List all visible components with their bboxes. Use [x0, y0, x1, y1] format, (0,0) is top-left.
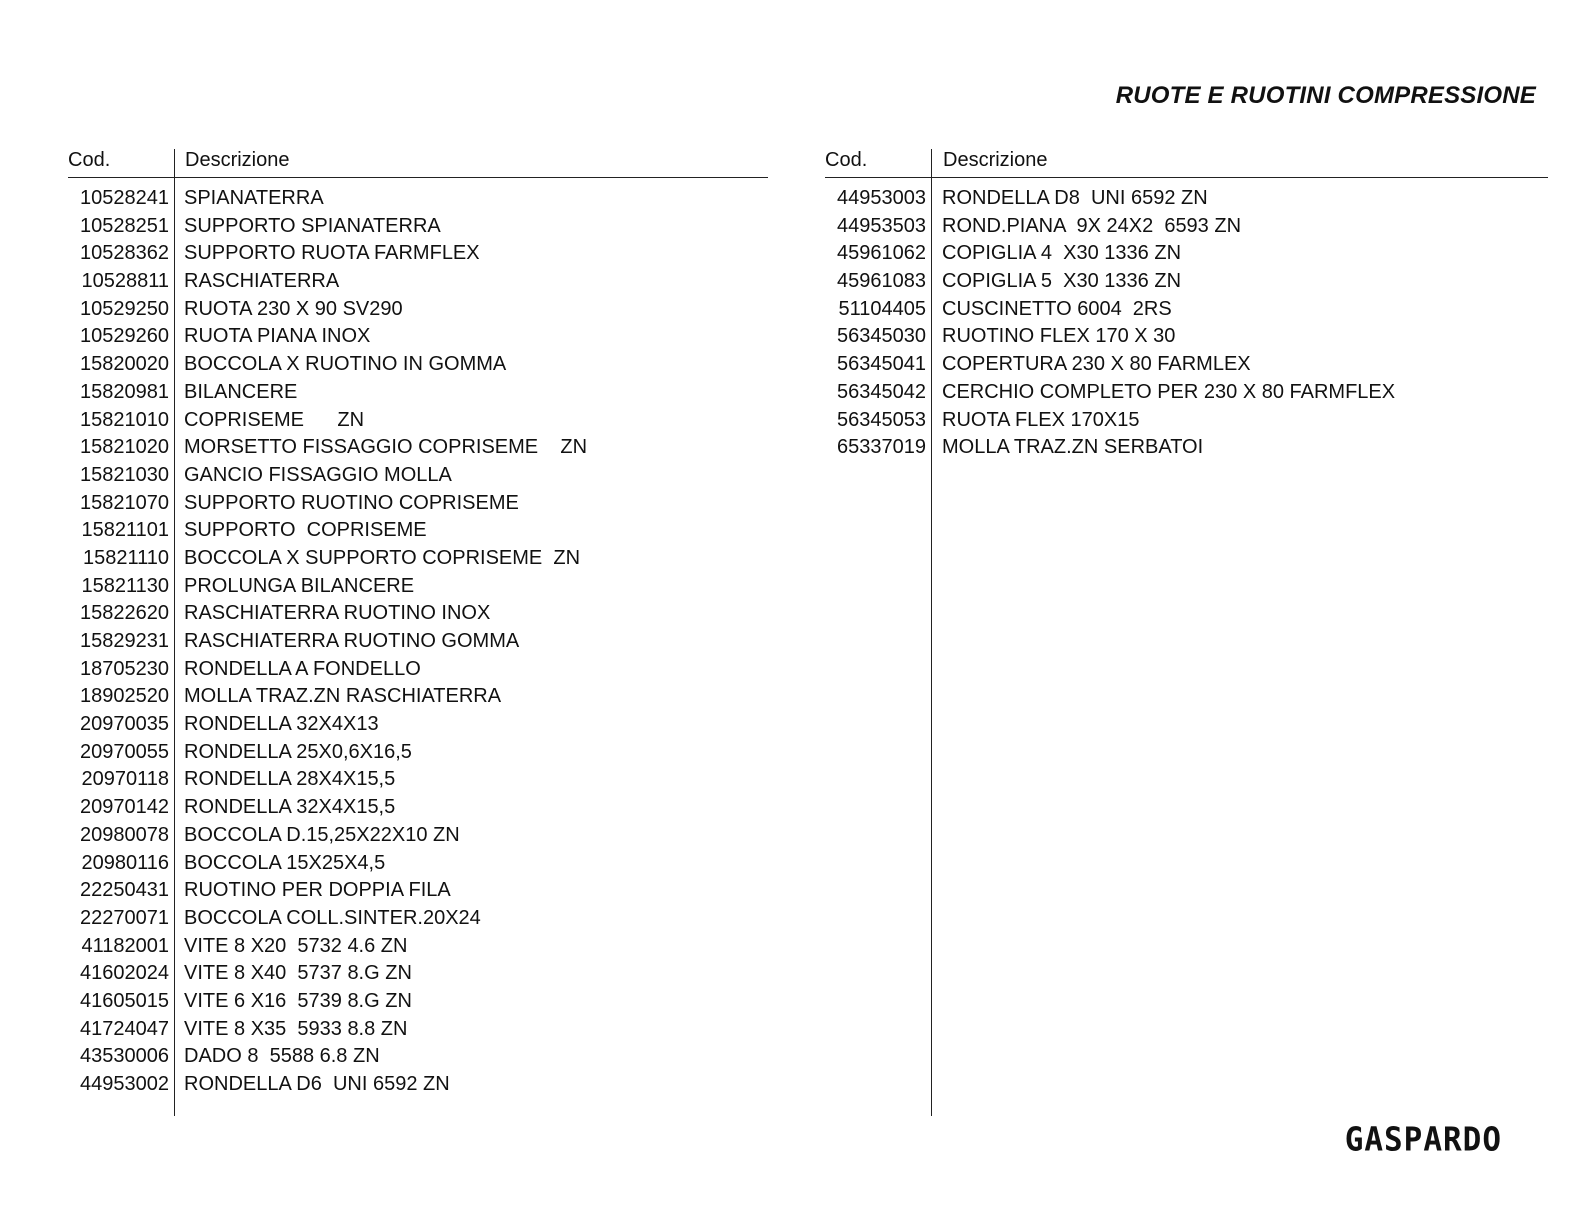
part-code: 15821020	[80, 436, 169, 459]
table-row	[68, 185, 768, 213]
table-row	[68, 960, 768, 988]
part-description: RUOTA 230 X 90 SV290	[184, 297, 403, 320]
table-row	[68, 988, 768, 1016]
table-row	[825, 351, 1548, 379]
description-column-header: Descrizione	[943, 149, 1048, 171]
part-code: 43530006	[80, 1045, 169, 1068]
part-code: 15821070	[80, 491, 169, 514]
part-description: COPERTURA 230 X 80 FARMLEX	[942, 353, 1251, 376]
part-code: 15829231	[80, 630, 169, 652]
part-description: RONDELLA 32X4X13	[184, 713, 379, 736]
part-code: 10528362	[80, 242, 169, 265]
part-description: RUOTINO PER DOPPIA FILA	[184, 879, 451, 902]
parts-table-right	[825, 145, 1548, 462]
part-description: RASCHIATERRA	[184, 270, 340, 293]
table-header	[825, 145, 1548, 178]
part-code: 20970035	[80, 713, 169, 736]
code-column-header: Cod.	[825, 149, 868, 171]
part-description: DADO 8 5588 6.8 ZN	[184, 1045, 380, 1068]
table-row	[825, 407, 1548, 435]
part-code: 15821030	[80, 463, 169, 486]
table-row	[68, 850, 768, 878]
part-code: 20970118	[81, 768, 169, 791]
part-code: 10528251	[80, 214, 169, 237]
part-code: 15821010	[80, 408, 169, 431]
table-row	[68, 600, 768, 628]
part-description: RUOTA FLEX 170X15	[942, 408, 1140, 431]
part-code: 56345030	[837, 325, 926, 348]
part-description: BOCCOLA X SUPPORTO COPRISEME ZN	[184, 546, 581, 569]
part-code: 41602024	[80, 962, 169, 985]
part-code: 15821110	[82, 546, 169, 569]
part-code: 15820020	[80, 353, 169, 376]
part-description: MOLLA TRAZ.ZN RASCHIATERRA	[184, 685, 502, 708]
part-description: SUPPORTO COPRISEME	[184, 519, 427, 542]
part-code: 41182001	[81, 934, 169, 957]
part-description: RONDELLA 28X4X15,5	[184, 768, 396, 791]
table-row	[825, 323, 1548, 351]
part-description: BILANCERE	[184, 380, 298, 403]
table-body	[68, 185, 768, 1099]
part-code: 44953002	[80, 1073, 169, 1095]
part-description: RONDELLA 25X0,6X16,5	[184, 740, 412, 763]
part-code: 20980116	[81, 851, 169, 874]
part-description: RONDELLA D6 UNI 6592 ZN	[184, 1073, 450, 1095]
part-description: VITE 8 X20 5732 4.6 ZN	[184, 934, 408, 957]
table-row	[825, 185, 1548, 213]
table-row	[68, 545, 768, 573]
part-code: 15821101	[81, 519, 169, 542]
part-description: SUPPORTO RUOTA FARMFLEX	[184, 242, 480, 265]
table-row	[825, 240, 1548, 268]
part-description: PROLUNGA BILANCERE	[184, 574, 415, 597]
part-description: BOCCOLA 15X25X4,5	[184, 851, 386, 874]
part-description: MOLLA TRAZ.ZN SERBATOI	[942, 436, 1204, 459]
table-row	[68, 1043, 768, 1071]
part-description: ROND.PIANA 9X 24X2 6593 ZN	[942, 214, 1242, 237]
part-description: RASCHIATERRA RUOTINO GOMMA	[184, 630, 520, 652]
code-column-header: Cod.	[68, 149, 111, 171]
part-code: 20970055	[80, 740, 169, 763]
table-row	[68, 794, 768, 822]
table-header	[68, 145, 768, 178]
table-row	[68, 268, 768, 296]
part-code: 51104405	[838, 297, 926, 320]
part-description: BOCCOLA COLL.SINTER.20X24	[184, 906, 481, 929]
part-description: VITE 6 X16 5739 8.G ZN	[184, 989, 412, 1012]
part-description: RONDELLA D8 UNI 6592 ZN	[942, 187, 1208, 209]
part-description: SUPPORTO SPIANATERRA	[184, 214, 441, 237]
part-code: 41724047	[80, 1017, 169, 1040]
table-row	[68, 656, 768, 684]
table-row	[68, 517, 768, 545]
table-row	[68, 379, 768, 407]
part-description: GANCIO FISSAGGIO MOLLA	[184, 463, 452, 486]
table-row	[68, 739, 768, 767]
table-row	[68, 351, 768, 379]
part-description: SPIANATERRA	[184, 187, 324, 209]
table-row	[68, 711, 768, 739]
table-row	[68, 905, 768, 933]
part-code: 10529250	[80, 297, 169, 320]
part-description: MORSETTO FISSAGGIO COPRISEME ZN	[184, 436, 588, 459]
brand-logo: GASPARDO	[1344, 1121, 1502, 1159]
part-description: CERCHIO COMPLETO PER 230 X 80 FARMFLEX	[942, 380, 1396, 403]
part-code: 18705230	[80, 657, 169, 680]
table-row	[68, 573, 768, 601]
table-row	[68, 628, 768, 656]
table-row	[825, 268, 1548, 296]
table-row	[68, 683, 768, 711]
part-code: 10528241	[80, 187, 169, 209]
part-code: 45961083	[837, 270, 926, 293]
part-description: RASCHIATERRA RUOTINO INOX	[184, 602, 491, 625]
part-code: 15820981	[80, 380, 169, 403]
part-description: RONDELLA A FONDELLO	[184, 657, 421, 680]
table-row	[825, 213, 1548, 241]
table-row	[68, 296, 768, 324]
table-row	[68, 1071, 768, 1099]
part-description: SUPPORTO RUOTINO COPRISEME	[184, 491, 519, 514]
table-row	[825, 379, 1548, 407]
table-row	[68, 240, 768, 268]
part-description: VITE 8 X35 5933 8.8 ZN	[184, 1017, 408, 1040]
table-row	[68, 822, 768, 850]
part-description: COPIGLIA 5 X30 1336 ZN	[942, 270, 1182, 293]
part-code: 20980078	[80, 823, 169, 846]
table-row	[825, 296, 1548, 324]
table-row	[68, 462, 768, 490]
part-code: 18902520	[80, 685, 169, 708]
part-code: 10529260	[80, 325, 169, 348]
part-code: 15821130	[81, 574, 169, 597]
part-description: RONDELLA 32X4X15,5	[184, 796, 396, 819]
part-code: 22250431	[80, 879, 169, 902]
table-row	[68, 877, 768, 905]
part-code: 65337019	[837, 436, 926, 459]
part-description: COPIGLIA 4 X30 1336 ZN	[942, 242, 1182, 265]
part-description: RUOTINO FLEX 170 X 30	[942, 325, 1176, 348]
table-row	[68, 213, 768, 241]
part-description: BOCCOLA X RUOTINO IN GOMMA	[184, 353, 507, 376]
part-code: 10528811	[81, 270, 169, 293]
part-description: CUSCINETTO 6004 2RS	[942, 297, 1172, 320]
table-row	[825, 434, 1548, 462]
part-code: 20970142	[80, 796, 169, 819]
parts-table-left	[68, 145, 768, 1099]
part-code: 56345042	[837, 380, 926, 403]
part-code: 22270071	[80, 906, 169, 929]
part-code: 56345041	[837, 353, 926, 376]
part-code: 44953003	[837, 187, 926, 209]
part-code: 41605015	[80, 989, 169, 1012]
description-column-header: Descrizione	[185, 149, 290, 171]
part-code: 15822620	[80, 602, 169, 625]
table-body	[825, 185, 1548, 462]
table-row	[68, 490, 768, 518]
table-row	[68, 766, 768, 794]
part-description: COPRISEME ZN	[184, 408, 365, 431]
part-description: RUOTA PIANA INOX	[184, 325, 371, 348]
part-description: BOCCOLA D.15,25X22X10 ZN	[184, 823, 460, 846]
part-description: VITE 8 X40 5737 8.G ZN	[184, 962, 412, 985]
table-row	[68, 323, 768, 351]
part-code: 44953503	[837, 214, 926, 237]
table-row	[68, 434, 768, 462]
part-code: 45961062	[837, 242, 926, 265]
table-row	[68, 1016, 768, 1044]
page-title: RUOTE E RUOTINI COMPRESSIONE	[1115, 82, 1536, 109]
part-code: 56345053	[837, 408, 926, 431]
table-row	[68, 407, 768, 435]
table-row	[68, 933, 768, 961]
